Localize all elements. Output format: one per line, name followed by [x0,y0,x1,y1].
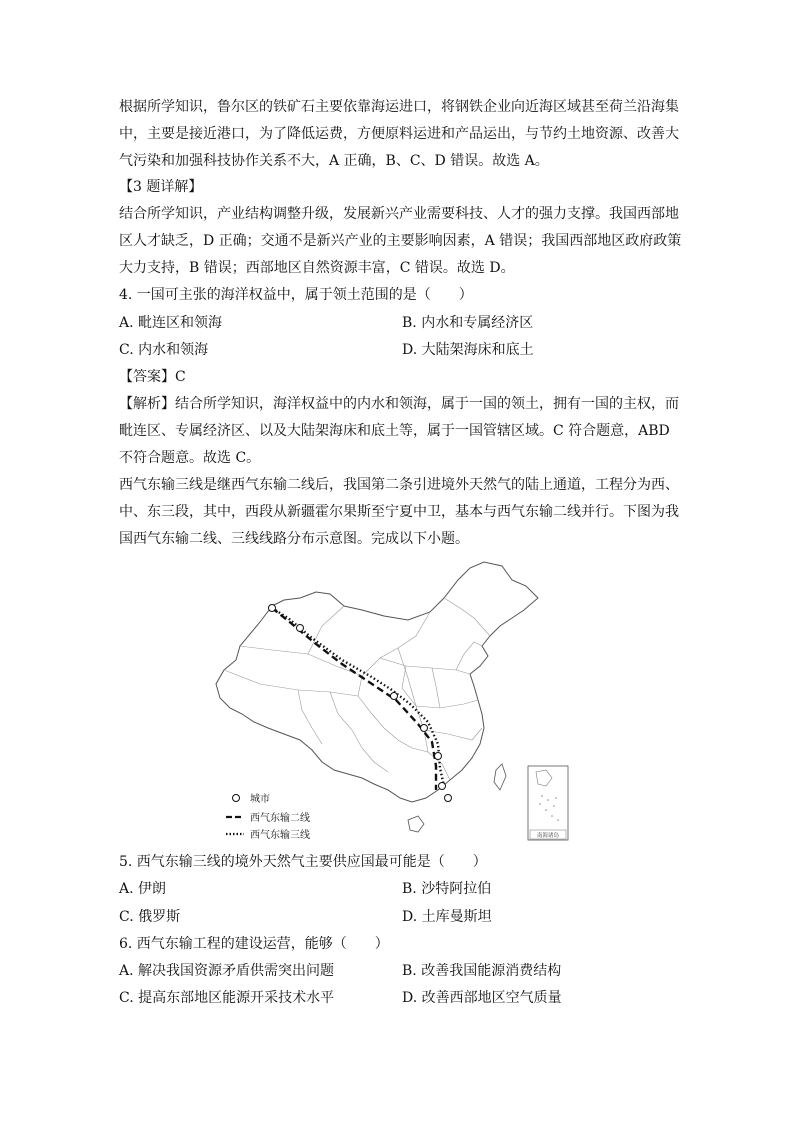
q5-option-a: A. 伊朗 [119,881,167,897]
city-marker [439,783,446,790]
map-legend [226,792,310,841]
q4-option-d: D. 大陆架海床和底土 [402,342,534,358]
q5-option-b: B. 沙特阿拉伯 [402,881,492,897]
legend-city-label: 城市 [250,794,270,805]
q4-option-c: C. 内水和领海 [119,342,209,358]
intro-line: 西气东输三线是继西气东输二线后，我国第二条引进境外天然气的陆上通道，工程分为西、 [119,477,679,493]
q5-option-d: D. 土库曼斯坦 [402,909,492,925]
q6-option-c: C. 提高东部地区能源开采技术水平 [119,990,335,1006]
q5-option-c: C. 俄罗斯 [119,909,181,925]
explanation-line: 中，主要是接近港口，为了降低运费，方便原料运进和产品运出，与节约土地资源、改善大 [119,126,679,142]
city-marker [421,725,428,732]
city-marker [445,795,452,802]
q4-answer: 【答案】C [119,369,186,385]
pipeline-map [212,558,572,843]
section-header: 【3 题详解】 [119,179,203,195]
explanation-line: 根据所学知识，鲁尔区的铁矿石主要依靠海运进口，将钢铁企业向近海区域甚至荷兰沿海集 [119,99,679,115]
city-marker [269,605,276,612]
taiwan-island [494,764,506,790]
city-marker [435,753,442,760]
q4-option-b: B. 内水和专属经济区 [402,315,534,331]
city-marker [391,693,398,700]
q6-option-d: D. 改善西部地区空气质量 [402,990,562,1006]
q4-analysis: 【解析】结合所学知识，海洋权益中的内水和领海，属于一国的领土，拥有一国的主权，而 [119,396,679,412]
city-marker [297,625,304,632]
question-4-stem: 4. 一国可主张的海洋权益中，属于领土范围的是（ ） [119,287,473,303]
china-map-svg [212,558,572,843]
legend-line2-label: 西气东输二线 [250,813,310,824]
q4-analysis: 不符合题意。故选 C。 [119,450,261,466]
q4-option-a: A. 毗连区和领海 [119,315,223,331]
hainan-island [408,816,424,832]
legend-line3-label: 西气东输三线 [250,830,310,841]
q4-analysis: 毗连区、专属经济区、以及大陆架海床和底土等，属于一国管辖区域。C 符合题意，ABD [119,423,670,439]
intro-line: 国西气东输二线、三线线路分布示意图。完成以下小题。 [119,531,469,547]
explanation-line: 区人才缺乏，D 正确；交通不是新兴产业的主要影响因素，A 错误；我国西部地区政府政策 [119,233,682,249]
q6-option-b: B. 改善我国能源消费结构 [402,963,562,979]
explanation-line: 结合所学知识，产业结构调整升级，发展新兴产业需要科技、人才的强力支撑。我国西部地 [119,206,679,222]
legend-city-icon [233,795,240,802]
inset-label: 南海诸岛 [536,833,560,839]
china-outline [216,562,538,802]
question-6-stem: 6. 西气东输工程的建设运营，能够（ ） [119,936,389,952]
intro-line: 中、东三段，其中，西段从新疆霍尔果斯至宁夏中卫，基本与西气东输二线并行。下图为我 [119,504,679,520]
explanation-line: 大力支持，B 错误；西部地区自然资源丰富，C 错误。故选 D。 [119,260,515,276]
question-5-stem: 5. 西气东输三线的境外天然气主要供应国最可能是（ ） [119,854,487,870]
q6-option-a: A. 解决我国资源矛盾供需突出问题 [119,963,335,979]
explanation-line: 气污染和加强科技协作关系不大，A 正确，B、C、D 错误。故选 A。 [119,153,549,169]
south-china-sea-inset [528,766,568,840]
